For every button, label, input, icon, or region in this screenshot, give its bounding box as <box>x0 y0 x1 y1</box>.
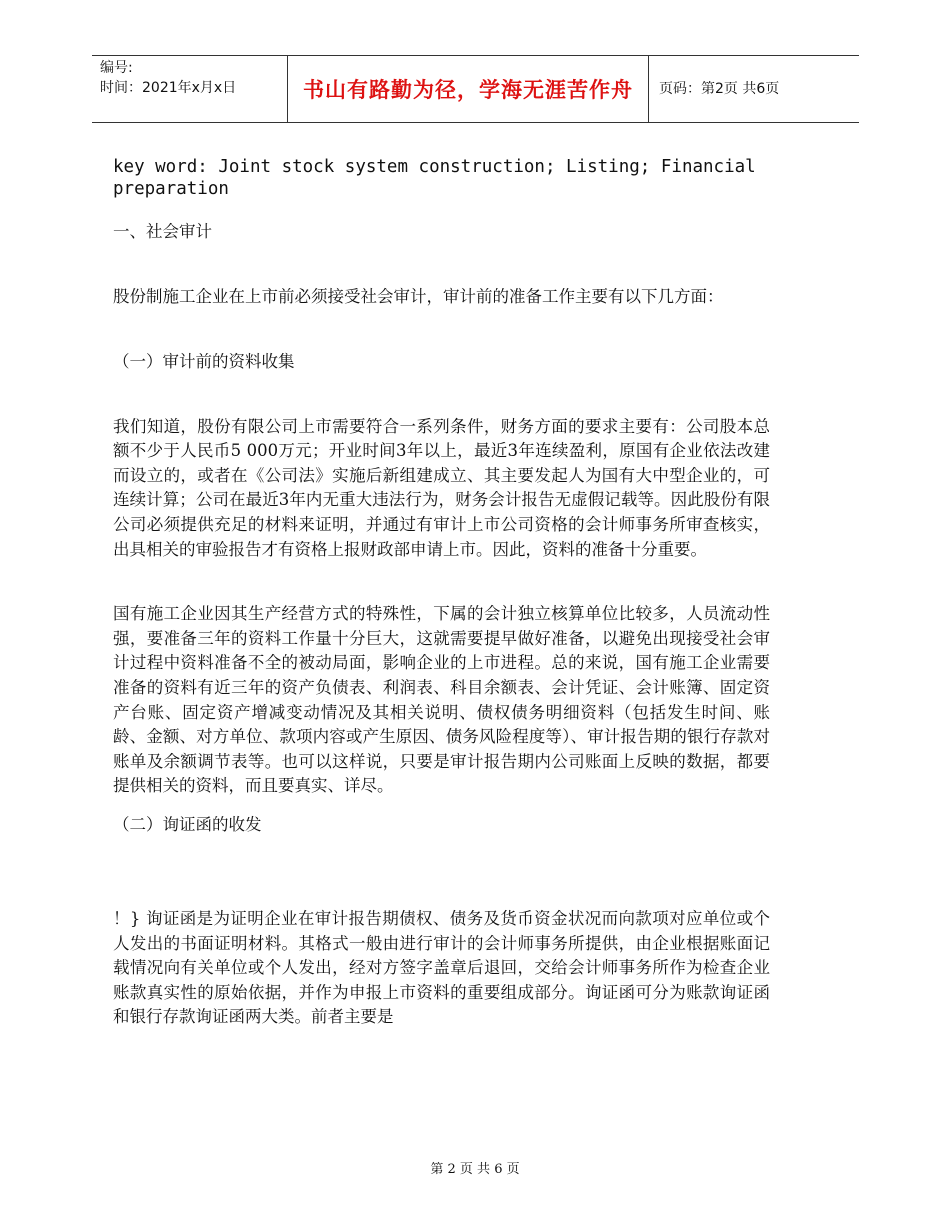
keywords-line: key word: Joint stock system construction; Listing; Financial preparation <box>113 157 756 199</box>
document-number-label: 编号: <box>100 60 133 76</box>
section-heading: 一、社会审计 <box>113 222 212 241</box>
header-page-info: 页码：第2页 共6页 <box>659 81 780 97</box>
intro-paragraph: 股份制施工企业在上市前必须接受社会审计，审计前的准备工作主要有以下几方面： <box>113 287 724 306</box>
subsection-heading-1: （一）审计前的资料收集 <box>113 351 295 371</box>
document-time-label: 时间：2021年x月x日 <box>100 80 237 96</box>
header-motto: 书山有路勤为径，学海无涯苦作舟 <box>303 78 633 102</box>
subsection-heading-2: （二）询证函的收发 <box>113 814 262 834</box>
paragraph-listing-requirements: 我们知道，股份有限公司上市需要符合一系列条件，财务方面的要求主要有：公司股本总额不少于人民币5 000万元；开业时间3年以上，最近3年连续盈利，原国有企业依法改建而设立的，或者在《公司法》实施后新组建成立、其主要发起人为国有大中型企业的，可连续计算；公司在最近3年内无重大违法行为，财务会计报告无虚假记载等。因此股份有限公司必须提供充足的材料来证明，并通过有审计上市公司资格的会计师事务所审查核实，出具相关的审验报告才有资格上报财政部申请上市。因此，资料的准备十分重要。 <box>113 416 770 559</box>
header-motto-cell <box>287 56 649 122</box>
document-body <box>113 156 770 1030</box>
paragraph-confirmation-letters: ！} 询证函是为证明企业在审计报告期债权、债务及货币资金状况而向款项对应单位或个人发出的书面证明材料。其格式一般由进行审计的会计师事务所提供，由企业根据账面记载情况向有关单位或个人发出，经对方签字盖章后退回，交给会计师事务所作为检查企业账款真实性的原始依据，并作为申报上市资料的重要组成部分。询证函可分为账款询证函和银行存款询证函两大类。前者主要是 <box>113 908 770 1027</box>
page-header <box>92 55 859 123</box>
paragraph-data-preparation: 国有施工企业因其生产经营方式的特殊性，下属的会计独立核算单位比较多，人员流动性强，要准备三年的资料工作量十分巨大，这就需要提早做好准备，以避免出现接受社会审计过程中资料准备不全的被动局面，影响企业的上市进程。总的来说，国有施工企业需要准备的资料有近三年的资产负债表、利润表、科目余额表、会计凭证、会计账簿、固定资产台账、固定资产增减变动情况及其相关说明、债权债务明细资料（包括发生时间、账龄、金额、对方单位、款项内容或产生原因、债务风险程度等）、审计报告期的银行存款对账单及余额调节表等。也可以这样说，只要是审计报告期内公司账面上反映的数据，都要提供相关的资料，而且要真实、详尽。 <box>113 604 770 796</box>
header-meta <box>100 58 290 98</box>
page-footer: 第 2 页 共 6 页 <box>430 1162 520 1177</box>
